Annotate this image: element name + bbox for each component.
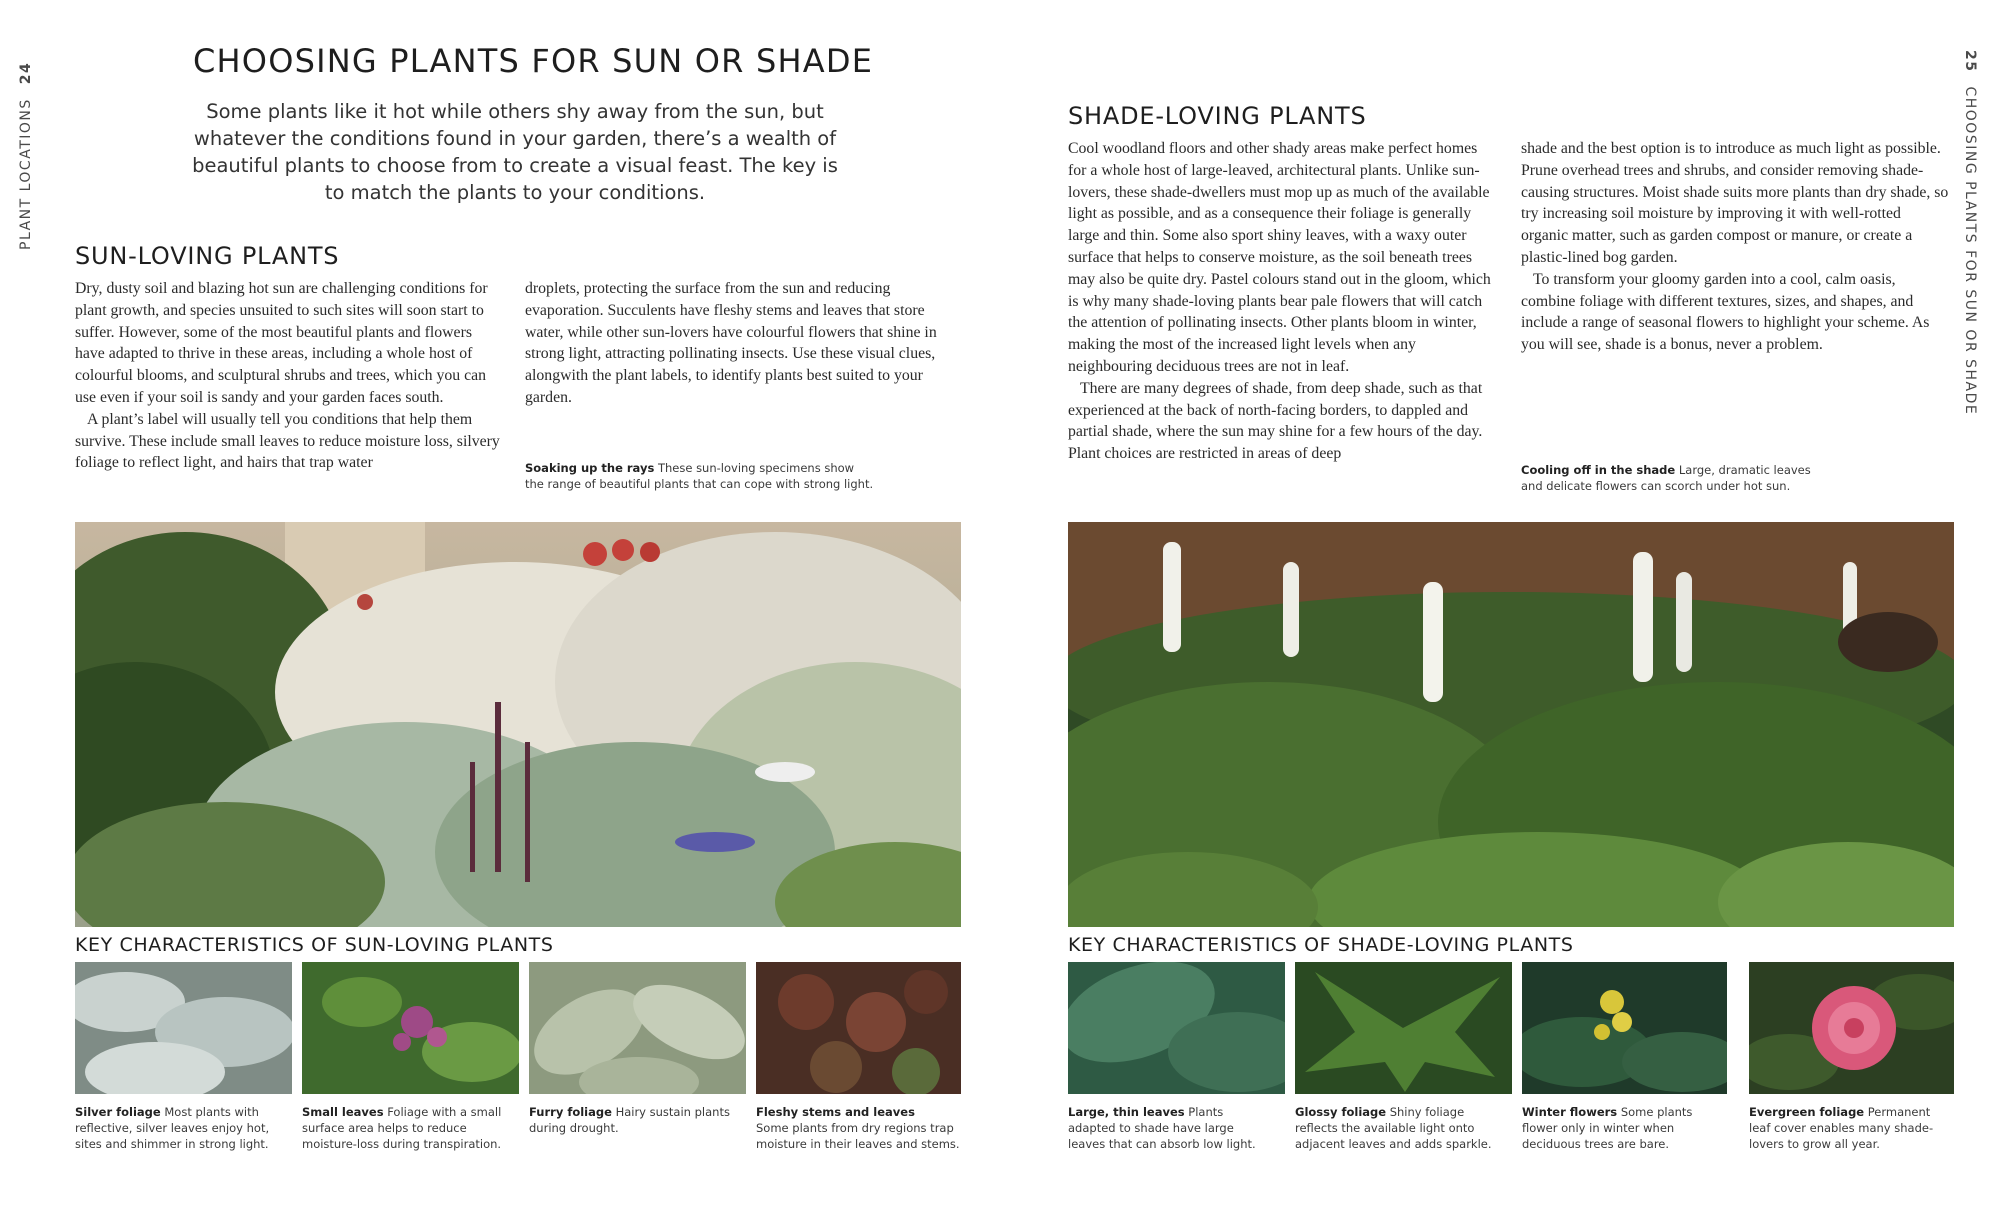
sun-column-1 [75,278,505,474]
shade-column-1 [1068,138,1498,465]
thumb-caption-title: Silver foliage [75,1105,161,1119]
caption-title: Soaking up the rays [525,461,655,475]
shade-col1-para2: There are many degrees of shade, from deep shade, such as that experienced at the back of north-facing borders, to dappled and partial shade, where the sun may shine for a few hours of the day. Plant choices are restricted in areas of deep [1068,379,1483,463]
page-title: CHOOSING PLANTS FOR SUN OR SHADE [193,42,874,80]
thumb-caption-glossy-foliage [1295,1104,1499,1152]
thumb-caption-text: Hairy sustain plants during drought. [529,1105,730,1135]
glossy-foliage-photo [1295,962,1512,1094]
running-head-text: CHOOSING PLANTS FOR SUN OR SHADE [1962,86,1978,416]
running-head-text: PLANT LOCATIONS [18,98,34,250]
evergreen-foliage-photo [1749,962,1954,1094]
thumb-caption-furry-foliage [529,1104,733,1136]
thumb-caption-text: Permanent leaf cover enables many shade-lovers to grow all year. [1749,1105,1934,1151]
sun-col1-para1: Dry, dusty soil and blazing hot sun are challenging conditions for plant growth, and species unsuited to such sites will soon start to suffer. However, some of the most beautiful plants and flowers have adapted to thrive in these areas, including a whole host of colourful blooms, and sculptural shrubs and trees, which you can use even if your soil is sandy and your garden faces south. [75,280,488,406]
intro-paragraph: Some plants like it hot while others shy away from the sun, but whatever the conditions found in your garden, there’s a wealth of beautiful plants to choose from to create a visual feast. The key is to match the plants to your conditions. [192,100,838,204]
thumb-caption-title: Small leaves [302,1105,384,1119]
shade-col1-para1: Cool woodland floors and other shady areas make perfect homes for a whole host of large-leaved, architectural plants. Unlike sun-lovers, these shade-dwellers must mop up as much of the available light as possible, and as a consequence their foliage is generally large and thin. Some also sport shiny leaves, with a waxy outer surface that helps to conserve moisture, as the soil beneath trees may also be quite dry. Pastel colours stand out in the gloom, which is why many shade-loving plants bear pale flowers that will catch the attention of pollinating insects. Other plants bloom in winter, making the most of the increased light levels when any neighbouring deciduous trees are not in leaf. [1068,140,1491,375]
sun-key-heading: KEY CHARACTERISTICS OF SUN-LOVING PLANTS [75,934,554,956]
page-number: 25 [1962,50,1978,73]
thumb-caption-text: Some plants from dry regions trap moisture in their leaves and stems. [756,1121,960,1151]
thumb-caption-title: Winter flowers [1522,1105,1618,1119]
sun-garden-photo [75,522,961,927]
sun-loving-heading: SUN-LOVING PLANTS [75,242,340,270]
shade-photo-caption [1521,462,1821,494]
thumb-caption-text: Most plants with reflective, silver leaves enjoy hot, sites and shimmer in strong light. [75,1105,270,1151]
left-running-head [18,50,48,250]
thumb-caption-text: Foliage with a small surface area helps to reduce moisture-loss during transpiration. [302,1105,502,1151]
caption-title: Cooling off in the shade [1521,463,1676,477]
shade-column-2 [1521,138,1951,356]
thumb-caption-title: Furry foliage [529,1105,612,1119]
thumb-caption-title: Fleshy stems and leaves [756,1105,915,1119]
winter-flowers-photo [1522,962,1727,1094]
sun-col1-para2: A plant’s label will usually tell you conditions that help them survive. These include small leaves to reduce moisture loss, silvery foliage to reflect light, and hairs that trap water [75,410,500,472]
sun-col2-para1: droplets, protecting the surface from the sun and reducing evaporation. Succulents have fleshy stems and leaves that store water, while other sun-lovers have colourful flowers that shine in strong light, attracting pollinating insects. Use these visual clues, alongwith the plant labels, to identify plants best suited to your garden. [525,280,937,406]
shade-loving-heading: SHADE-LOVING PLANTS [1068,102,1367,130]
furry-foliage-photo [529,962,746,1094]
thumb-caption-title: Glossy foliage [1295,1105,1387,1119]
thumb-caption-title: Evergreen foliage [1749,1105,1865,1119]
sun-photo-caption [525,460,875,492]
thumb-caption-title: Large, thin leaves [1068,1105,1185,1119]
shade-col2-para1: shade and the best option is to introduce as much light as possible. Prune overhead trees and shrubs, and consider removing shade-causing structures. Moist shade suits more plants than dry shade, so try increasing soil moisture by improving it with well-rotted organic matter, such as garden compost or manure, or create a plastic-lined bog garden. [1521,140,1949,266]
thumb-caption-silver-foliage [75,1104,279,1152]
page-number: 24 [18,61,34,85]
small-leaves-photo [302,962,519,1094]
thumb-caption-text: Shiny foliage reflects the available light onto adjacent leaves and adds sparkle. [1295,1105,1492,1151]
thumb-caption-text: Plants adapted to shade have large leaves that can absorb low light. [1068,1105,1256,1151]
thumb-caption-large-thin-leaves [1068,1104,1272,1152]
thumb-caption-text: Some plants flower only in winter when deciduous trees are bare. [1522,1105,1693,1151]
silver-foliage-photo [75,962,292,1094]
caption-text: These sun-loving specimens show the range of beautiful plants that can cope with strong light. [525,461,874,491]
thumb-caption-fleshy-stems [756,1104,960,1152]
thumb-caption-winter-flowers [1522,1104,1726,1152]
shade-garden-photo [1068,522,1954,927]
thumb-caption-small-leaves [302,1104,506,1152]
shade-key-heading: KEY CHARACTERISTICS OF SHADE-LOVING PLANTS [1068,934,1574,956]
fleshy-stems-photo [756,962,961,1094]
large-thin-leaves-photo [1068,962,1285,1094]
sun-column-2 [525,278,960,409]
shade-col2-para2: To transform your gloomy garden into a cool, calm oasis, combine foliage with different textures, sizes, and shapes, and include a range of seasonal flowers to highlight your scheme. As you will see, shade is a bonus, never a problem. [1521,270,1930,354]
thumb-caption-evergreen-foliage [1749,1104,1953,1152]
caption-text: Large, dramatic leaves and delicate flowers can scorch under hot sun. [1521,463,1811,493]
right-running-head [1956,50,1986,416]
